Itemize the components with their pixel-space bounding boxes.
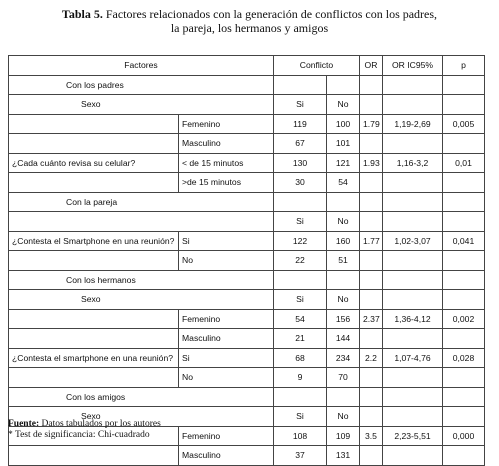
- cell-si: Si: [274, 290, 327, 310]
- table-row: [9, 192, 485, 212]
- cell-empty: [274, 192, 327, 212]
- cell-cat: Masculino: [179, 446, 274, 466]
- header-row: [9, 56, 485, 76]
- title-text: Factores relacionados con la generación de conflictos con los padres,: [105, 7, 438, 21]
- cell-si: 21: [274, 329, 327, 349]
- cell-empty: [9, 114, 179, 134]
- cell-si: 130: [274, 153, 327, 173]
- table-body: [9, 75, 485, 465]
- table-row: [9, 134, 485, 154]
- cell-si: Si: [274, 95, 327, 115]
- cell-or: 2.37: [360, 309, 383, 329]
- cell-empty: [443, 251, 485, 271]
- cell-no: 131: [327, 446, 360, 466]
- table-row: [9, 95, 485, 115]
- cell-empty: [383, 251, 443, 271]
- cell-no: No: [327, 407, 360, 427]
- cell-p: 0,028: [443, 348, 485, 368]
- header-or: OR: [360, 56, 383, 76]
- cell-no: No: [327, 290, 360, 310]
- cell-empty: [443, 173, 485, 193]
- cell-empty: [383, 368, 443, 388]
- footer-source-label: Fuente:: [8, 419, 40, 429]
- cell-empty: [443, 134, 485, 154]
- cell-empty: [443, 368, 485, 388]
- cell-cat: Femenino: [179, 114, 274, 134]
- cell-no: 234: [327, 348, 360, 368]
- cell-si: Si: [274, 212, 327, 232]
- cell-empty: [383, 290, 443, 310]
- cell-empty: [383, 387, 443, 407]
- cell-si: 54: [274, 309, 327, 329]
- cell-ic: 1,19-2,69: [383, 114, 443, 134]
- cell-or: 1.79: [360, 114, 383, 134]
- table-row: [9, 270, 485, 290]
- cell-si: 68: [274, 348, 327, 368]
- cell-p: 0,005: [443, 114, 485, 134]
- cell-si: 108: [274, 426, 327, 446]
- cell-cat: < de 15 minutos: [179, 153, 274, 173]
- factors-table: [8, 55, 485, 466]
- cell-cat: Si: [179, 348, 274, 368]
- cell-empty: [9, 368, 179, 388]
- cell-empty: [443, 192, 485, 212]
- cell-p: 0,041: [443, 231, 485, 251]
- cell-empty: [360, 75, 383, 95]
- cell-empty: [443, 212, 485, 232]
- table-row: [9, 348, 485, 368]
- cell-no: 54: [327, 173, 360, 193]
- title-label: Tabla 5.: [61, 7, 103, 21]
- cell-empty: [9, 446, 179, 466]
- cell-group: Con los amigos: [9, 387, 274, 407]
- cell-or: 3.5: [360, 426, 383, 446]
- cell-empty: [9, 212, 274, 232]
- cell-empty: [443, 95, 485, 115]
- cell-cat: Si: [179, 231, 274, 251]
- cell-p: 0,01: [443, 153, 485, 173]
- cell-ic: 1,36-4,12: [383, 309, 443, 329]
- cell-p: 0,002: [443, 309, 485, 329]
- cell-empty: [327, 192, 360, 212]
- cell-empty: [9, 329, 179, 349]
- cell-empty: [443, 329, 485, 349]
- cell-group: Con los hermanos: [9, 270, 274, 290]
- footer-note: * Test de significancia: Chi-cuadrado: [8, 430, 150, 440]
- cell-empty: [9, 134, 179, 154]
- cell-empty: [360, 387, 383, 407]
- cell-ic: 1,07-4,76: [383, 348, 443, 368]
- cell-q: ¿Cada cuánto revisa su celular?: [9, 153, 179, 173]
- cell-si: 22: [274, 251, 327, 271]
- cell-empty: [327, 270, 360, 290]
- cell-cat: No: [179, 368, 274, 388]
- cell-empty: [274, 387, 327, 407]
- cell-si: 119: [274, 114, 327, 134]
- title-line-1: [0, 7, 499, 21]
- cell-empty: [383, 75, 443, 95]
- cell-empty: [383, 192, 443, 212]
- cell-var: Sexo: [9, 407, 274, 427]
- table-row: [9, 387, 485, 407]
- table-row: [9, 309, 485, 329]
- cell-cat: Femenino: [179, 426, 274, 446]
- cell-var: Sexo: [9, 95, 274, 115]
- header-factores: Factores: [9, 56, 274, 76]
- cell-group: Con los padres: [9, 75, 274, 95]
- cell-p: 0,000: [443, 426, 485, 446]
- cell-cat: Femenino: [179, 309, 274, 329]
- cell-si: 30: [274, 173, 327, 193]
- footer-source: [8, 419, 161, 430]
- cell-no: 51: [327, 251, 360, 271]
- cell-cat: >de 15 minutos: [179, 173, 274, 193]
- cell-or: 1.93: [360, 153, 383, 173]
- cell-group: Con la pareja: [9, 192, 274, 212]
- table-row: [9, 153, 485, 173]
- cell-empty: [360, 95, 383, 115]
- cell-no: 160: [327, 231, 360, 251]
- cell-si: Si: [274, 407, 327, 427]
- cell-empty: [383, 446, 443, 466]
- cell-empty: [383, 329, 443, 349]
- cell-si: 37: [274, 446, 327, 466]
- cell-var: Sexo: [9, 290, 274, 310]
- cell-empty: [383, 407, 443, 427]
- cell-empty: [360, 446, 383, 466]
- cell-empty: [443, 387, 485, 407]
- cell-no: 109: [327, 426, 360, 446]
- cell-si: 9: [274, 368, 327, 388]
- cell-empty: [443, 75, 485, 95]
- table-row: [9, 231, 485, 251]
- cell-q: ¿Contesta el Smartphone en una reunión?: [9, 231, 179, 251]
- cell-or: 2.2: [360, 348, 383, 368]
- header-conflicto: Conflicto: [274, 56, 360, 76]
- cell-ic: 1,16-3,2: [383, 153, 443, 173]
- cell-empty: [383, 212, 443, 232]
- table-title: [0, 7, 499, 35]
- cell-empty: [9, 309, 179, 329]
- table-row: [9, 212, 485, 232]
- cell-cat: Masculino: [179, 329, 274, 349]
- table-row: [9, 446, 485, 466]
- cell-empty: [383, 134, 443, 154]
- cell-no: 100: [327, 114, 360, 134]
- cell-no: 70: [327, 368, 360, 388]
- cell-si: 67: [274, 134, 327, 154]
- table-row: [9, 114, 485, 134]
- table-row: [9, 173, 485, 193]
- cell-empty: [443, 270, 485, 290]
- cell-empty: [360, 407, 383, 427]
- cell-empty: [443, 446, 485, 466]
- cell-no: 144: [327, 329, 360, 349]
- cell-empty: [360, 329, 383, 349]
- cell-ic: 1,02-3,07: [383, 231, 443, 251]
- cell-ic: 2,23-5,51: [383, 426, 443, 446]
- cell-empty: [360, 192, 383, 212]
- table-row: [9, 329, 485, 349]
- cell-no: No: [327, 95, 360, 115]
- cell-or: 1.77: [360, 231, 383, 251]
- cell-empty: [327, 387, 360, 407]
- footer-source-text: Datos tabulados por los autores: [41, 419, 161, 429]
- title-line-2: la pareja, los hermanos y amigos: [170, 21, 329, 35]
- cell-no: 156: [327, 309, 360, 329]
- header-ic: OR IC95%: [383, 56, 443, 76]
- cell-empty: [360, 290, 383, 310]
- cell-empty: [360, 368, 383, 388]
- cell-empty: [327, 75, 360, 95]
- table-row: [9, 75, 485, 95]
- cell-empty: [9, 251, 179, 271]
- cell-cat: Masculino: [179, 134, 274, 154]
- table-row: [9, 290, 485, 310]
- cell-si: 122: [274, 231, 327, 251]
- cell-q: ¿Contesta el smartphone en una reunión?: [9, 348, 179, 368]
- cell-empty: [360, 251, 383, 271]
- cell-empty: [443, 290, 485, 310]
- cell-empty: [383, 173, 443, 193]
- table-row: [9, 368, 485, 388]
- cell-no: No: [327, 212, 360, 232]
- table-footer: [8, 419, 161, 441]
- cell-empty: [9, 173, 179, 193]
- cell-no: 101: [327, 134, 360, 154]
- cell-empty: [383, 270, 443, 290]
- cell-empty: [274, 270, 327, 290]
- cell-cat: No: [179, 251, 274, 271]
- table-row: [9, 251, 485, 271]
- cell-empty: [443, 407, 485, 427]
- header-p: p: [443, 56, 485, 76]
- cell-empty: [360, 173, 383, 193]
- cell-empty: [360, 270, 383, 290]
- cell-no: 121: [327, 153, 360, 173]
- cell-empty: [274, 75, 327, 95]
- cell-empty: [360, 134, 383, 154]
- cell-empty: [360, 212, 383, 232]
- cell-empty: [383, 95, 443, 115]
